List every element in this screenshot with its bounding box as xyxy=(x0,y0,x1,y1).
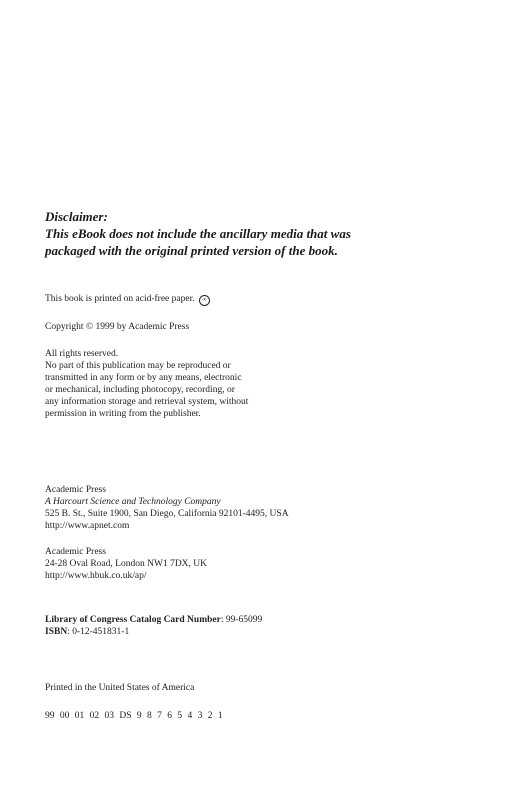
rights-line: or mechanical, including photocopy, recording, or xyxy=(45,385,235,395)
rights-line: No part of this publication may be reproduced or xyxy=(45,361,231,371)
publisher-url: http://www.hbuk.co.uk/ap/ xyxy=(45,571,147,581)
permanence-symbol-icon: ∞ xyxy=(199,295,210,306)
publisher-tagline: A Harcourt Science and Technology Company xyxy=(45,497,221,507)
disclaimer xyxy=(45,208,485,259)
acid-free-notice xyxy=(45,293,485,306)
rights-line: All rights reserved. xyxy=(45,349,119,359)
publisher-name: Academic Press xyxy=(45,485,106,495)
copyright-line: Copyright © 1999 by Academic Press xyxy=(45,322,190,332)
publisher-us xyxy=(45,484,485,532)
isbn-label: ISBN xyxy=(45,627,68,637)
loc-value: : 99-65099 xyxy=(220,615,263,625)
publisher-address: 525 B. St., Suite 1900, San Diego, California 92101-4495, USA xyxy=(45,509,289,519)
isbn-value: : 0-12-451831-1 xyxy=(67,627,130,637)
catalog-info xyxy=(45,614,485,638)
publisher-uk xyxy=(45,546,485,582)
rights-line: permission in writing from the publisher. xyxy=(45,409,201,419)
rights-line: any information storage and retrieval system, without xyxy=(45,397,249,407)
isbn xyxy=(45,626,485,638)
rights-line: transmitted in any form or by any means, electronic xyxy=(45,373,242,383)
print-line: 99 00 01 02 03 DS 9 8 7 6 5 4 3 2 1 xyxy=(45,711,223,721)
rights-statement xyxy=(45,348,485,420)
disclaimer-heading: Disclaimer: xyxy=(45,209,108,224)
loc-label: Library of Congress Catalog Card Number xyxy=(45,615,221,625)
disclaimer-line-2: packaged with the original printed version of the book. xyxy=(45,243,338,258)
publisher-name: Academic Press xyxy=(45,547,106,557)
printed-in: Printed in the United States of America xyxy=(45,683,195,693)
acid-free-text: This book is printed on acid-free paper. xyxy=(45,294,195,304)
disclaimer-line-1: This eBook does not include the ancillary media that was xyxy=(45,226,351,241)
loc-number xyxy=(45,614,485,626)
publisher-address: 24-28 Oval Road, London NW1 7DX, UK xyxy=(45,559,208,569)
publisher-url: http://www.apnet.com xyxy=(45,521,130,531)
